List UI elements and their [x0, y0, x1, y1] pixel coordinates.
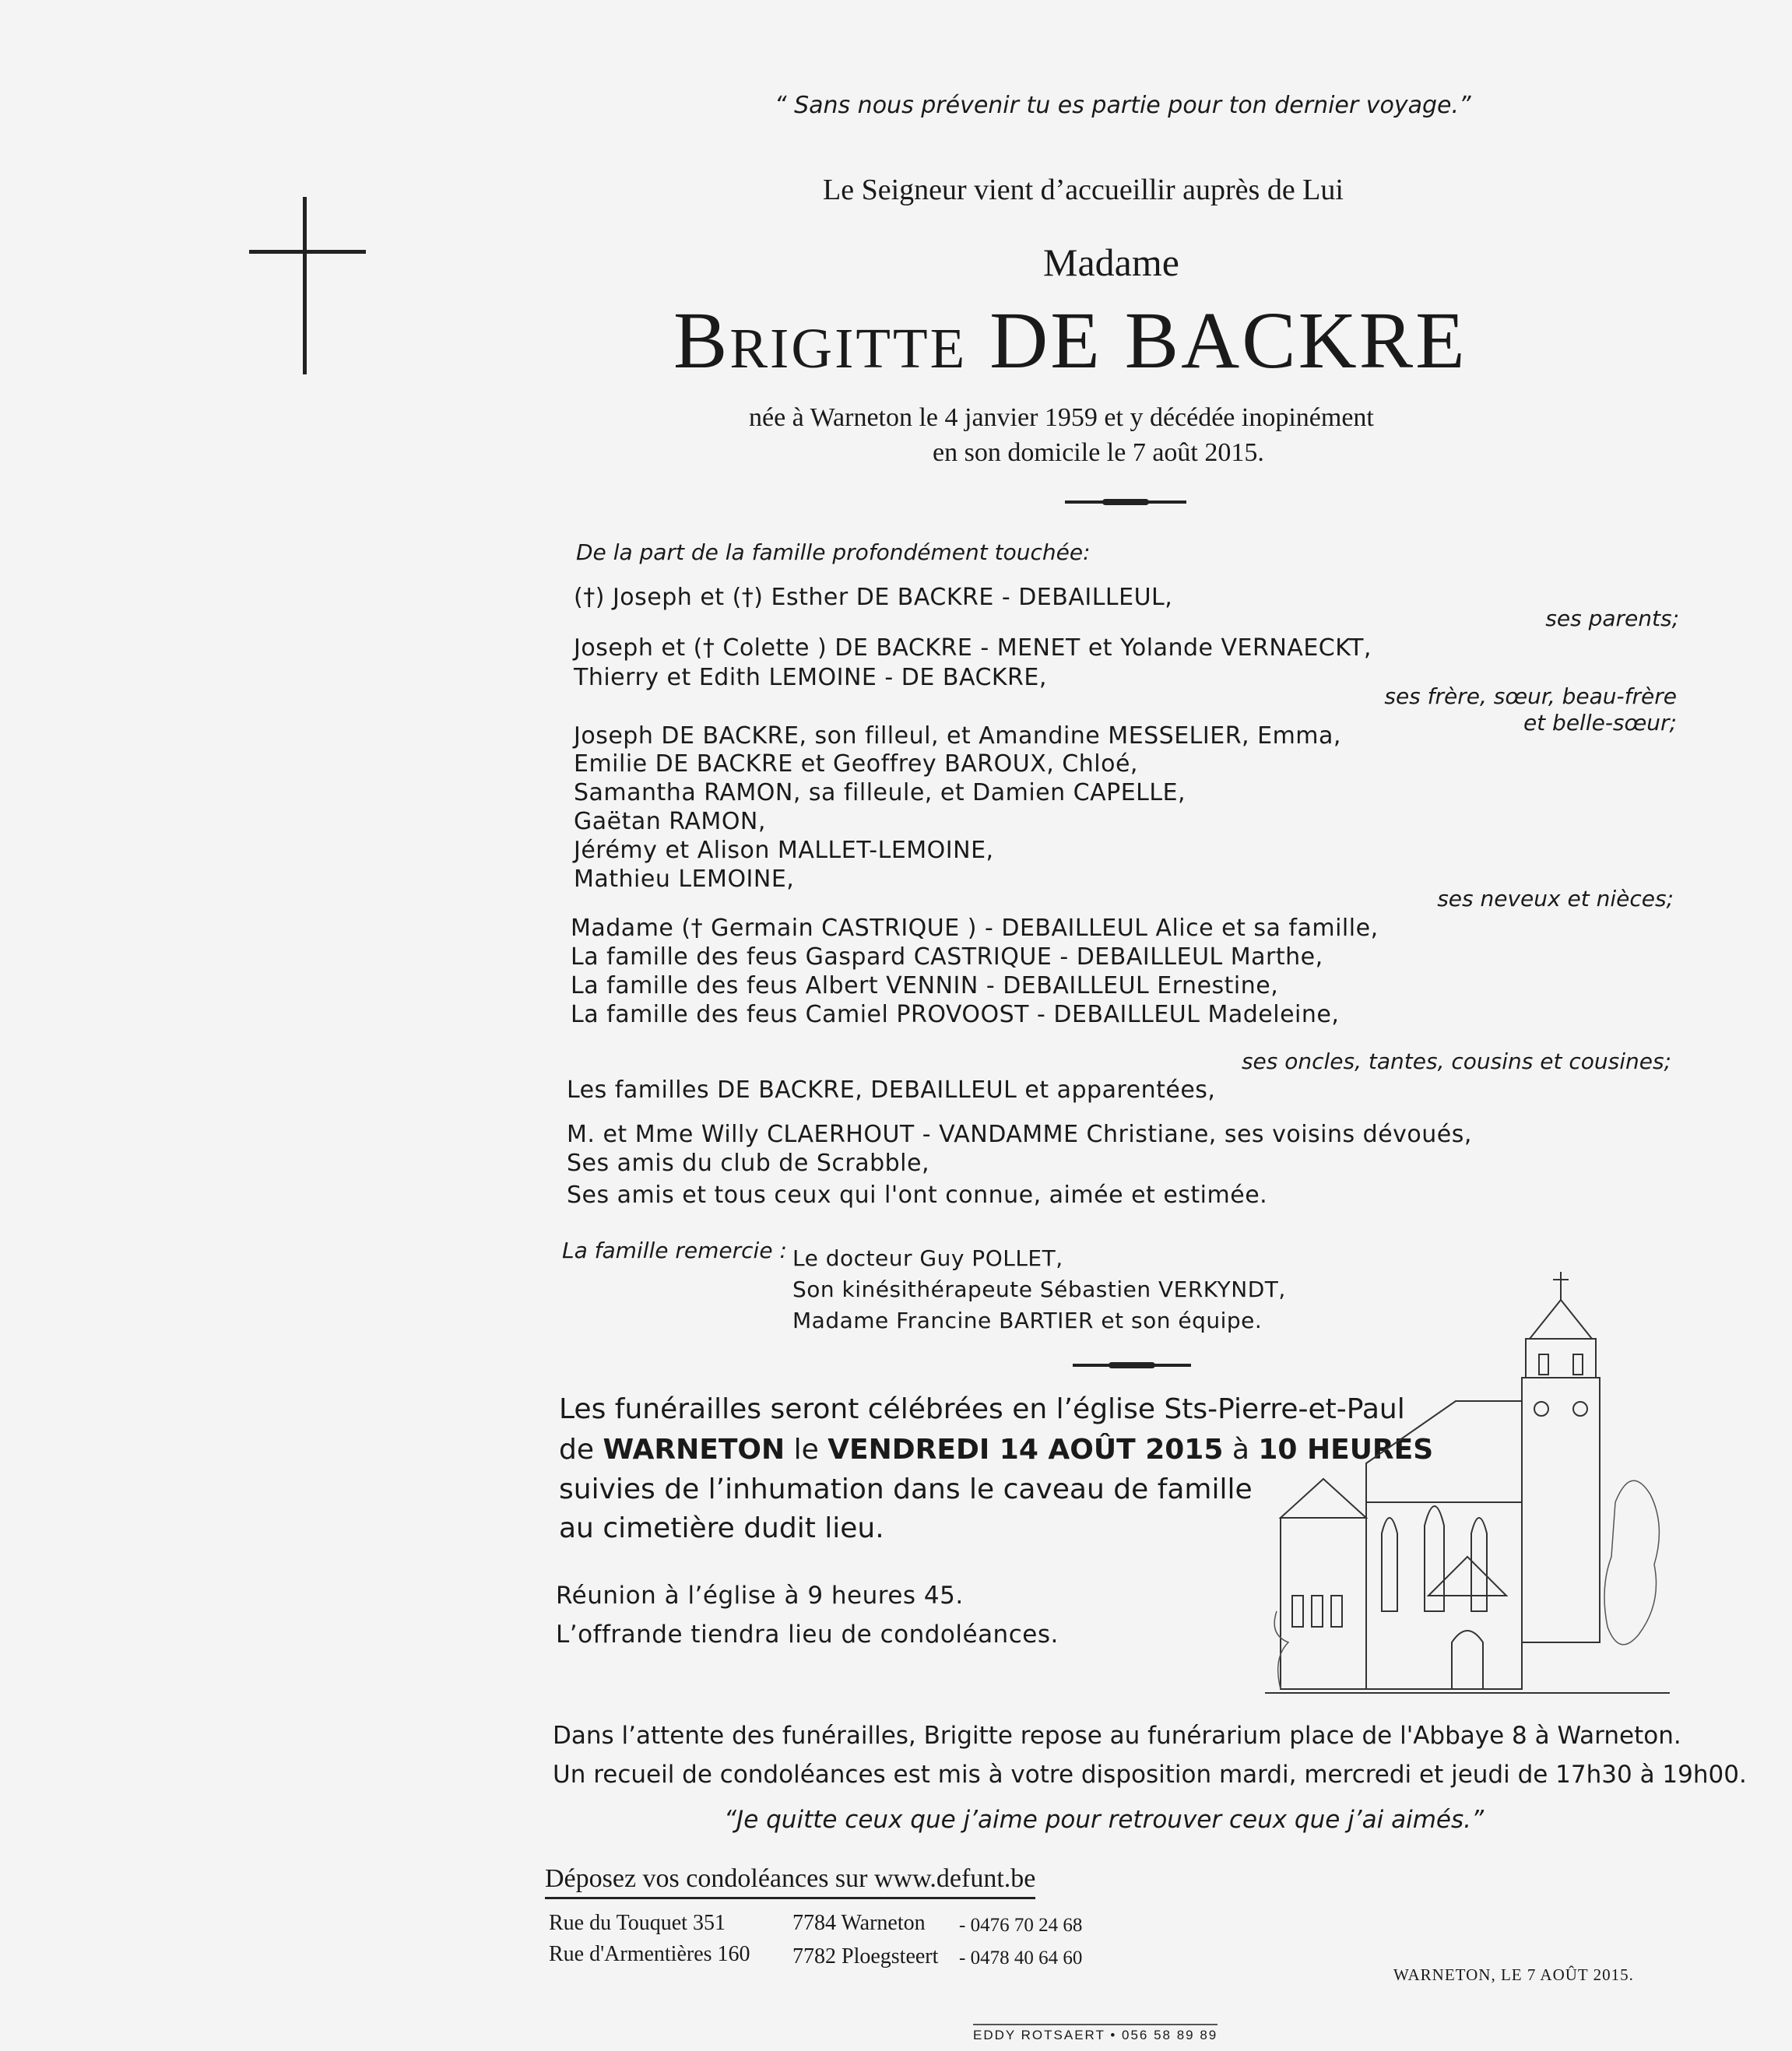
thanks-label: La famille remercie :	[562, 1238, 787, 1263]
offering-line: L’offrande tiendra lieu de condoléances.	[556, 1621, 1059, 1649]
thanks-line: Le docteur Guy POLLET,	[792, 1245, 1063, 1271]
visit-line-2: Un recueil de condoléances est mis à votre disposition mardi, mercredi et jeudi de 17h30 à 19h00.	[553, 1761, 1747, 1789]
role-label: ses parents;	[1545, 606, 1679, 631]
family-line: La famille des feus Albert VENNIN - DEBAILLEUL Ernestine,	[571, 972, 1279, 999]
address-1-city: 7784 Warneton	[792, 1911, 926, 1935]
family-line: Emilie DE BACKRE et Geoffrey BAROUX, Chloé,	[574, 750, 1138, 778]
family-line: M. et Mme Willy CLAERHOUT - VANDAMME Christiane, ses voisins dévoués,	[567, 1121, 1472, 1148]
address-1-phone: - 0476 70 24 68	[959, 1915, 1083, 1936]
bottom-quote: “Je quitte ceux que j’aime pour retrouver ceux que j’ai aimés.”	[724, 1806, 1485, 1834]
meeting-line: Réunion à l’église à 9 heures 45.	[556, 1582, 964, 1610]
funeral-date: VENDREDI 14 AOÛT 2015	[827, 1434, 1224, 1466]
birth-line-1: née à Warneton le 4 janvier 1959 et y décédée inopinément	[749, 403, 1374, 432]
top-quote: “ Sans nous prévenir tu es partie pour ton dernier voyage.”	[775, 92, 1471, 119]
family-line: La famille des feus Gaspard CASTRIQUE - DEBAILLEUL Marthe,	[571, 943, 1323, 971]
funeral-town: WARNETON	[603, 1434, 785, 1466]
deceased-name: Brigitte DE BACKRE	[673, 296, 1467, 385]
funeral-line-3: suivies de l’inhumation dans le caveau de famille	[559, 1473, 1253, 1505]
printer-credit: EDDY ROTSAERT • 056 58 89 89	[973, 2024, 1218, 2043]
address-2-phone: - 0478 40 64 60	[959, 1947, 1083, 1968]
role-label: ses neveux et nièces;	[1437, 886, 1674, 911]
family-line: Gaëtan RAMON,	[574, 808, 766, 835]
thanks-line: Madame Francine BARTIER et son équipe.	[792, 1308, 1263, 1333]
address-1-street: Rue du Touquet 351	[549, 1911, 726, 1935]
intro-line: Le Seigneur vient d’accueillir auprès de Lui	[823, 174, 1344, 206]
family-line: Jérémy et Alison MALLET-LEMOINE,	[574, 837, 994, 864]
family-line: Ses amis du club de Scrabble,	[567, 1150, 929, 1177]
family-line: Ses amis et tous ceux qui l'ont connue, aimée et estimée.	[567, 1182, 1268, 1209]
family-line: Samantha RAMON, sa filleule, et Damien CAPELLE,	[574, 779, 1186, 806]
family-line: Thierry et Edith LEMOINE - DE BACKRE,	[574, 664, 1047, 691]
birth-line-2: en son domicile le 7 août 2015.	[933, 438, 1264, 467]
funeral-line-1: Les funérailles seront célébrées en l’église Sts-Pierre-et-Paul	[559, 1393, 1405, 1425]
visit-line-1: Dans l’attente des funérailles, Brigitte repose au funérarium place de l'Abbaye 8 à Warneton.	[553, 1722, 1681, 1750]
role-label: ses frère, sœur, beau-frère	[1384, 683, 1677, 709]
title-madame: Madame	[1043, 241, 1179, 284]
family-intro: De la part de la famille profondément touchée:	[576, 539, 1091, 565]
separator-1	[1065, 500, 1186, 504]
separator-2	[1073, 1364, 1191, 1367]
funeral-time: 10 HEURES	[1258, 1434, 1434, 1466]
family-line: Madame († Germain CASTRIQUE ) - DEBAILLEUL Alice et sa famille,	[571, 915, 1379, 942]
family-line: Joseph DE BACKRE, son filleul, et Amandine MESSELIER, Emma,	[574, 722, 1341, 750]
family-line: La famille des feus Camiel PROVOOST - DEBAILLEUL Madeleine,	[571, 1001, 1340, 1028]
funeral-line-2: de WARNETON le VENDREDI 14 AOÛT 2015 à 10 HEURES	[559, 1434, 1434, 1466]
funeral-line-4: au cimetière dudit lieu.	[559, 1512, 884, 1544]
family-line: Joseph et († Colette ) DE BACKRE - MENET et Yolande VERNAECKT,	[574, 634, 1372, 662]
thanks-line: Son kinésithérapeute Sébastien VERKYNDT,	[792, 1277, 1286, 1302]
church-illustration	[1265, 1269, 1670, 1705]
address-2-street: Rue d'Armentières 160	[549, 1942, 750, 1966]
condolences-link[interactable]: Déposez vos condoléances sur www.defunt.be	[545, 1864, 1035, 1899]
family-line: (†) Joseph et (†) Esther DE BACKRE - DEBAILLEUL,	[574, 584, 1173, 611]
address-2-city: 7782 Ploegsteert	[792, 1944, 939, 1968]
family-line: Mathieu LEMOINE,	[574, 866, 795, 893]
role-label: et belle-sœur;	[1523, 710, 1677, 736]
role-label: ses oncles, tantes, cousins et cousines;	[1241, 1048, 1671, 1074]
place-date: WARNETON, LE 7 AOÛT 2015.	[1393, 1965, 1634, 1984]
family-line: Les familles DE BACKRE, DEBAILLEUL et apparentées,	[567, 1076, 1216, 1104]
